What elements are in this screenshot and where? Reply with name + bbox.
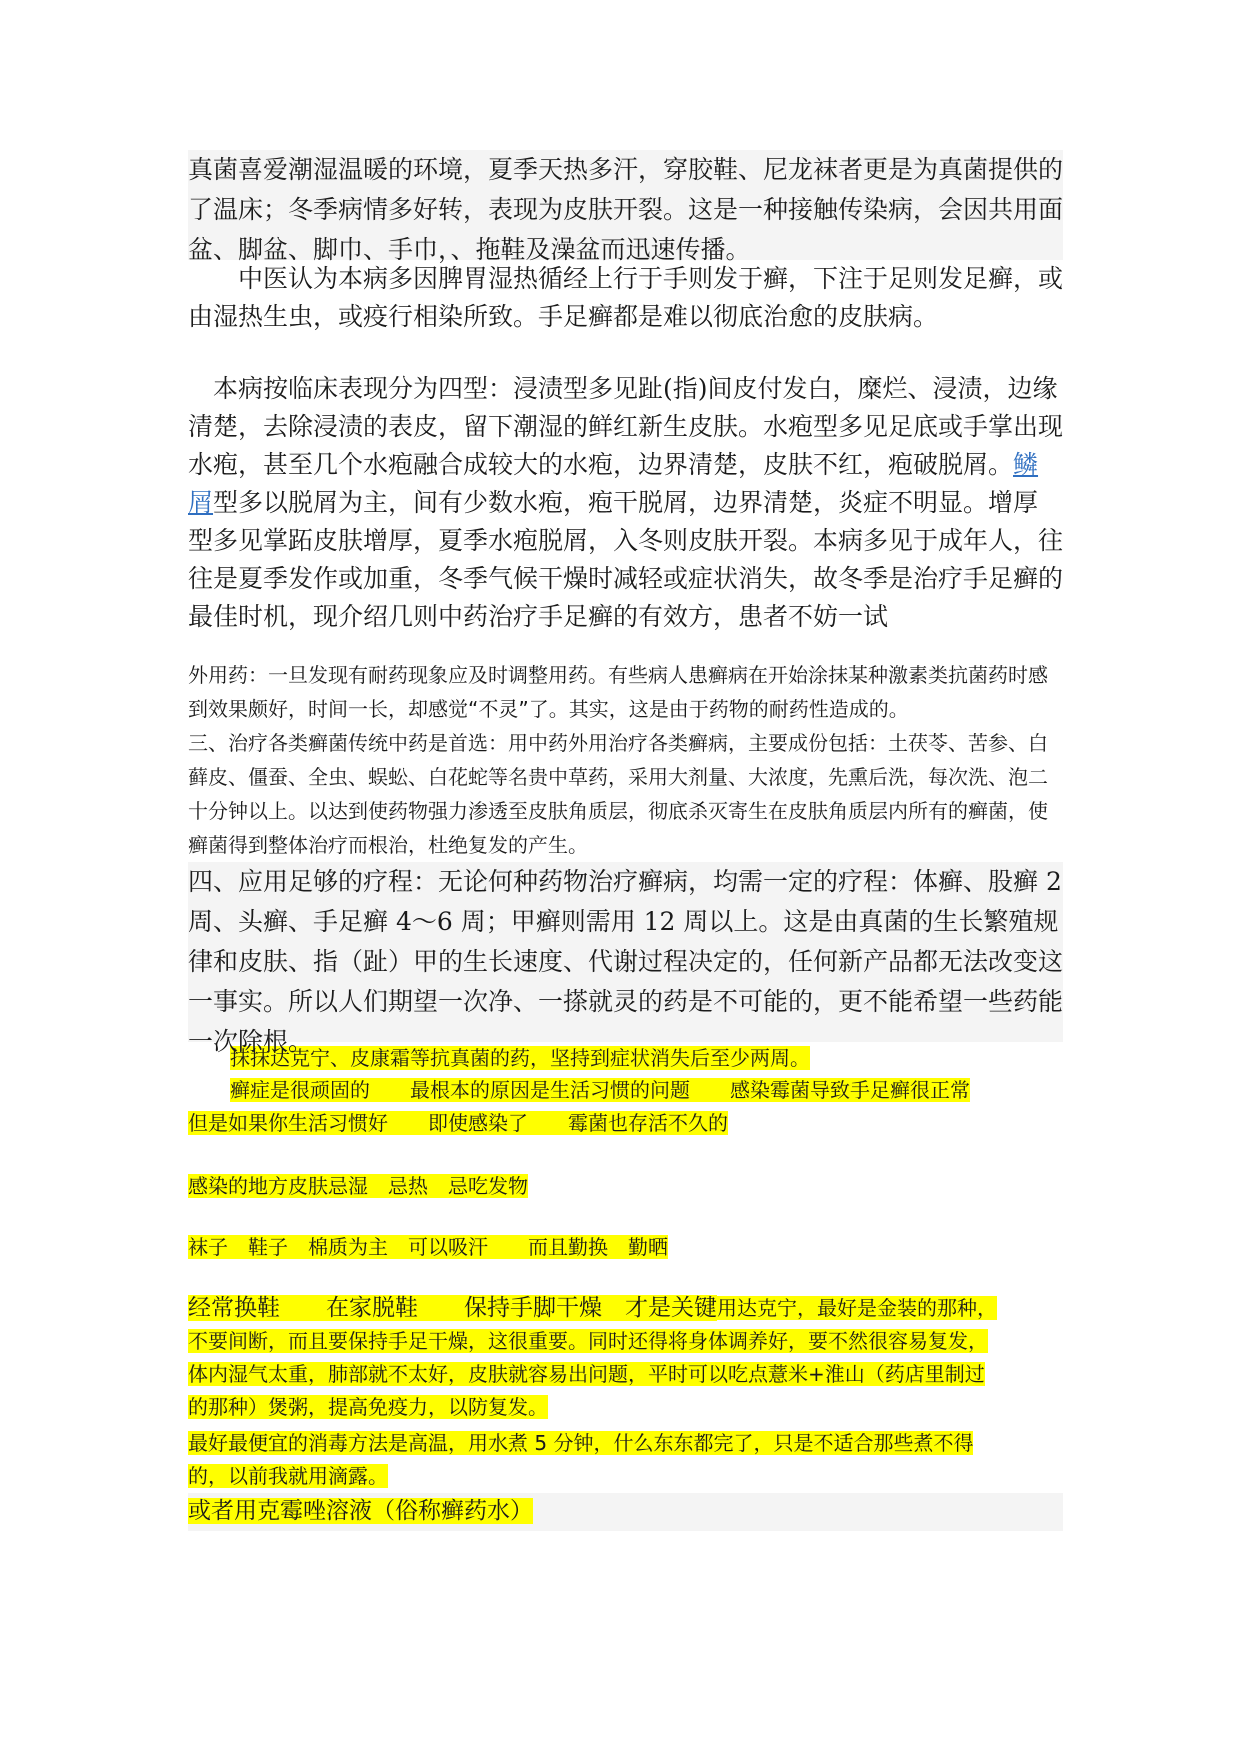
paragraph-four-types: 本病按临床表现分为四型：浸渍型多见趾(指)间皮付发白，糜烂、浸渍，边缘清楚，去除浸渍的表皮，留下潮湿的鲜红新生皮肤。水疱型多见足底或手掌出现水疱，甚至几个水疱融合成较大的水疱，边界清楚，皮肤不红，疱破脱屑。鳞屑型多以脱屑为主，间有少数水疱，疱干脱屑，边界清楚，炎症不明显。增厚型多见掌跖皮肤增厚，夏季水疱脱屑，入冬则皮肤开裂。本病多见于成年人，往往是夏季发作或加重，冬季气候干燥时减轻或症状消失，故冬季是治疗手足癣的最佳时机，现介绍几则中药治疗手足癣的有效方，患者不妨一试 bbox=[188, 374, 1064, 631]
highlight-clotrimazole: 或者用克霉唑溶液（俗称癣药水） bbox=[188, 1493, 1063, 1531]
paragraph-tcm-first-choice: 三、治疗各类癣菌传统中药是首选：用中药外用治疗各类癣病，主要成份包括：土茯苓、苦参、白藓皮、僵蚕、全虫、蜈蚣、白花蛇等名贵中草药，采用大剂量、大浓度，先熏后洗，每次洗、泡二十分钟以上。以达到使药物强力渗透至皮肤角质层，彻底杀灭寄生在皮肤角质层内所有的癣菌，使癣菌得到整体治疗而根治，杜绝复发的产生。 bbox=[188, 731, 1048, 857]
highlight-avoid: 感染的地方皮肤忌湿 忌热 忌吃发物 bbox=[188, 1174, 528, 1198]
highlight-socks: 袜子 鞋子 棉质为主 可以吸汗 而且勤换 勤晒 bbox=[188, 1235, 668, 1259]
highlight-stubborn: 癣症是很顽固的 最根本的原因是生活习惯的问题 感染霉菌导致手足癣很正常 但是如果你生活习惯好 即使感染了 霉菌也存活不久的 bbox=[188, 1078, 970, 1135]
spacer bbox=[188, 1202, 1063, 1231]
scale-link[interactable]: 鳞屑 bbox=[188, 450, 1039, 517]
highlight-change-shoes: 经常换鞋 在家脱鞋 保持手脚干燥 才是关键用达克宁，最好是金装的那种， 不要间断，而且要保持手足干燥，这很重要。同时还得将身体调养好，要不然很容易复发， 体内湿气太重，肺部就不太好，皮肤就容易出问题，平时可以吃点薏米+淮山（药店里制过 的那种）煲粥，提高免疫力，以防复发。 bbox=[188, 1295, 997, 1419]
paragraph-fungus-environment: 真菌喜爱潮湿温暖的环境，夏季天热多汗，穿胶鞋、尼龙袜者更是为真菌提供的了温床；冬季病情多好转，表现为皮肤开裂。这是一种接触传染病，会因共用面盆、脚盆、脚巾、手巾，、拖鞋及澡盆而迅速传播。 bbox=[188, 150, 1063, 260]
paragraph-external-medicine: 外用药：一旦发现有耐药现象应及时调整用药。有些病人患癣病在开始涂抹某种激素类抗菌药时感到效果颇好，时间一长，却感觉“不灵”了。其实，这是由于药物的耐药性造成的。 bbox=[188, 663, 1048, 721]
spacer bbox=[188, 340, 1063, 370]
paragraph-treatment-course: 四、应用足够的疗程：无论何种药物治疗癣病，均需一定的疗程：体癣、股癣 2 周、头癣、手足癣 4～6 周；甲癣则需用 12 周以上。这是由真菌的生长繁殖规律和皮肤、指（趾）甲的生长速度、代谢过程决定的，任何新产品都无法改变这一事实。所以人们期望一次净、一搽就灵的药是不可能的，更不能希望一些药能一次除根。 bbox=[188, 862, 1063, 1042]
paragraph-tcm-view: 中医认为本病多因脾胃湿热循经上行于手则发于癣，下注于足则发足癣，或由湿热生虫，或疫行相染所致。手足癣都是难以彻底治愈的皮肤病。 bbox=[188, 264, 1064, 331]
highlight-disinfect: 最好最便宜的消毒方法是高温，用水煮 5 分钟，什么东东都完了，只是不适合那些煮不得 的，以前我就用滴露。 bbox=[188, 1431, 974, 1488]
spacer bbox=[188, 1263, 1063, 1292]
document-body bbox=[188, 150, 1063, 1531]
spacer bbox=[188, 1140, 1063, 1170]
highlight-dakening: 抹抹达克宁、皮康霜等抗真菌的药，坚持到症状消失后至少两周。 bbox=[230, 1046, 810, 1070]
